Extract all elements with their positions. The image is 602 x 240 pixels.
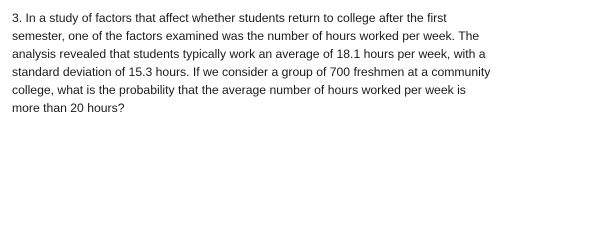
question-line-2: semester, one of the factors examined was the number of hours worked per week. The — [12, 29, 480, 43]
question-text — [12, 9, 598, 117]
question-line-4: standard deviation of 15.3 hours. If we consider a group of 700 freshmen at a community — [12, 65, 491, 79]
question-line-1: 3. In a study of factors that affect whether students return to college after the first — [12, 11, 447, 25]
question-line-6: more than 20 hours? — [12, 101, 125, 115]
question-line-5: college, what is the probability that the average number of hours worked per week is — [12, 83, 466, 97]
question-line-3: analysis revealed that students typically work an average of 18.1 hours per week, with a — [12, 47, 486, 61]
